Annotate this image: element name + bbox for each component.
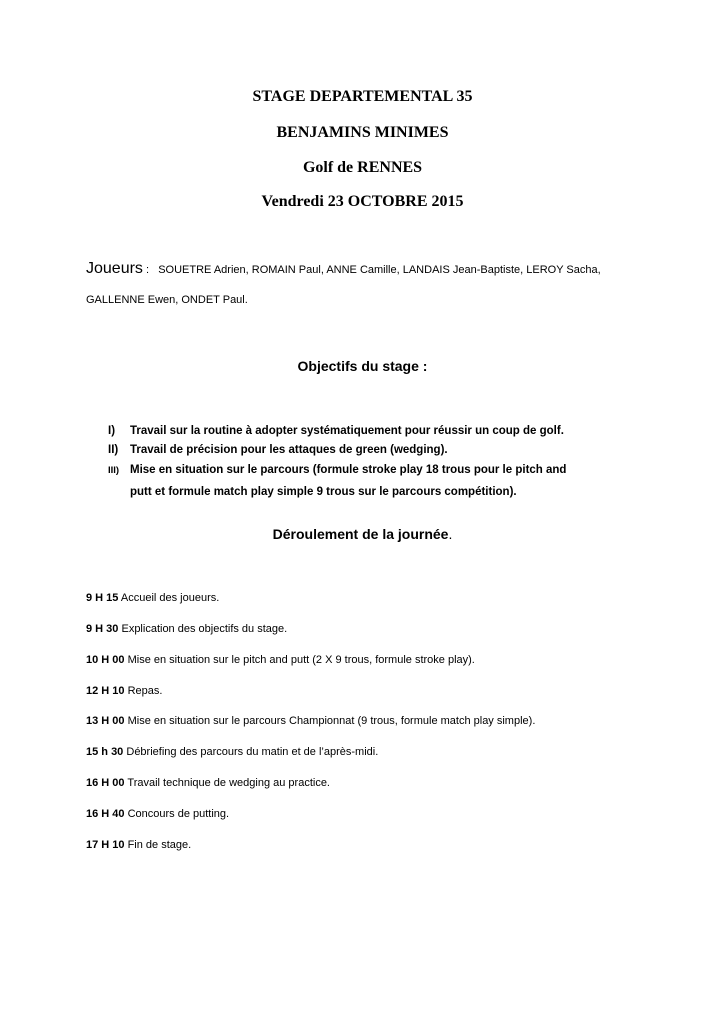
schedule-text: Concours de putting. <box>124 808 230 820</box>
schedule-time: 17 H 10 <box>86 839 125 851</box>
schedule-text: Travail technique de wedging au practice. <box>124 777 330 789</box>
players-label: Joueurs <box>86 260 143 277</box>
schedule-time: 9 H 15 <box>86 592 119 604</box>
schedule-heading-period: . <box>448 526 453 542</box>
schedule-item <box>86 746 378 758</box>
schedule-item <box>86 592 219 604</box>
schedule-time: 16 H 00 <box>86 777 125 789</box>
players-list-line2: GALLENNE Ewen, ONDET Paul. <box>86 294 248 306</box>
schedule-text: Mise en situation sur le parcours Championnat (9 trous, formule match play simple). <box>124 715 536 727</box>
objective-text-continued: putt et formule match play simple 9 trous sur le parcours compétition). <box>130 486 517 498</box>
objective-item <box>108 425 564 437</box>
objective-number: I) <box>108 425 116 437</box>
schedule-item <box>86 685 162 697</box>
schedule-time: 12 H 10 <box>86 685 125 697</box>
title-stage: STAGE DEPARTEMENTAL 35 <box>252 88 473 105</box>
title-venue: Golf de RENNES <box>302 159 423 176</box>
players-line <box>86 260 601 278</box>
schedule-item <box>86 623 287 635</box>
schedule-text: Débriefing des parcours du matin et de l’après-midi. <box>123 746 379 758</box>
schedule-item <box>86 808 229 820</box>
title-date: Vendredi 23 OCTOBRE 2015 <box>261 193 464 210</box>
schedule-heading <box>0 526 725 542</box>
schedule-time: 15 h 30 <box>86 746 124 758</box>
objectives-heading: Objectifs du stage : <box>297 358 428 374</box>
title-category: BENJAMINS MINIMES <box>276 124 449 141</box>
objective-text: Mise en situation sur le parcours (formule stroke play 18 trous pour le pitch and <box>130 464 567 476</box>
players-list-line1: SOUETRE Adrien, ROMAIN Paul, ANNE Camille, LANDAIS Jean-Baptiste, LEROY Sacha, <box>158 264 601 276</box>
objective-item <box>108 464 566 476</box>
objective-number: II) <box>108 444 119 456</box>
schedule-item <box>86 654 475 666</box>
schedule-time: 13 H 00 <box>86 715 125 727</box>
schedule-heading-text: Déroulement de la journée <box>272 526 449 542</box>
schedule-item <box>86 777 330 789</box>
schedule-time: 9 H 30 <box>86 623 119 635</box>
schedule-item <box>86 839 191 851</box>
objective-text: Travail sur la routine à adopter systématiquement pour réussir un coup de golf. <box>130 425 564 437</box>
schedule-text: Fin de stage. <box>124 839 192 851</box>
players-separator: : <box>142 264 150 276</box>
objective-text: Travail de précision pour les attaques de green (wedging). <box>130 444 448 456</box>
objective-item <box>108 444 448 456</box>
schedule-text: Repas. <box>124 685 163 697</box>
schedule-text: Mise en situation sur le pitch and putt (2 X 9 trous, formule stroke play). <box>124 654 475 666</box>
schedule-text: Accueil des joueurs. <box>118 592 220 604</box>
schedule-time: 10 H 00 <box>86 654 125 666</box>
objective-number: III) <box>108 465 120 476</box>
schedule-item <box>86 715 535 727</box>
schedule-time: 16 H 40 <box>86 808 125 820</box>
schedule-text: Explication des objectifs du stage. <box>118 623 288 635</box>
